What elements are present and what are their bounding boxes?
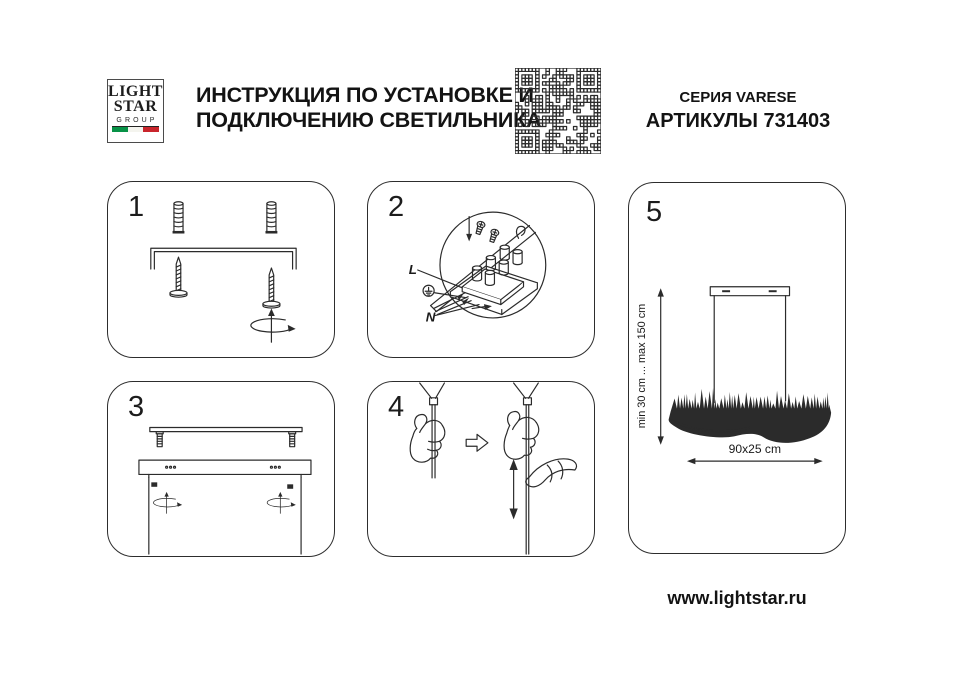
cable-right	[514, 383, 539, 554]
lamp-shade-icon	[669, 388, 831, 443]
step-5-illustration	[629, 183, 845, 553]
width-dimension	[687, 442, 823, 464]
website-link: www.lightstar.ru	[667, 588, 807, 608]
step-4-panel	[367, 381, 595, 557]
wall-plug-icon	[173, 202, 278, 234]
step-2-illustration	[368, 182, 594, 357]
step-number: 3	[128, 391, 145, 423]
step-number: 2	[388, 191, 405, 223]
product-info	[633, 89, 843, 133]
title-line-2: ПОДКЛЮЧЕНИЮ СВЕТИЛЬНИКА	[196, 107, 542, 132]
step-number: 4	[388, 391, 405, 423]
live-label: L	[408, 261, 417, 277]
rotate-arrow-icon	[153, 492, 295, 514]
title-line-1: ИНСТРУКЦИЯ ПО УСТАНОВКЕ И	[196, 83, 534, 107]
hand-icon	[504, 412, 539, 460]
cloth-icon	[526, 459, 577, 487]
size-label: 90x25 cm	[728, 442, 782, 457]
up-down-arrow-icon	[509, 459, 517, 519]
canopy-icon	[139, 460, 311, 477]
suspension-bar-icon	[150, 427, 302, 446]
logo-word-light: LIGHT	[108, 83, 163, 100]
logo-word-group: GROUP	[116, 116, 158, 124]
rotate-arrow-icon	[251, 309, 296, 343]
ceiling-bar-icon	[710, 287, 789, 296]
threaded-stud-icon	[156, 432, 163, 447]
step-number: 1	[128, 191, 145, 223]
step-4-illustration	[368, 382, 594, 556]
cable-left	[420, 383, 445, 478]
page-title	[196, 83, 541, 132]
height-dimension	[636, 288, 664, 445]
screw-icon	[170, 257, 280, 308]
mounting-bracket-icon	[151, 248, 296, 269]
italy-flag-icon	[112, 126, 159, 132]
step-2-panel	[367, 181, 595, 358]
terminal-screws-icon	[466, 217, 525, 243]
logo-word-star: STAR	[113, 97, 158, 115]
step-3-panel	[107, 381, 335, 557]
lightstar-logo	[107, 79, 164, 143]
suspension-wires	[149, 477, 301, 554]
threaded-stud-icon	[289, 432, 296, 447]
neutral-label: N	[425, 309, 436, 325]
qr-code	[515, 68, 601, 154]
suspension-wires	[714, 296, 785, 403]
arrow-right-icon	[466, 434, 488, 451]
step-1-illustration	[108, 182, 334, 357]
article-number: АРТИКУЛЫ 731403	[645, 110, 831, 132]
hand-icon	[410, 414, 445, 462]
step-5-panel	[628, 182, 846, 554]
step-3-illustration	[108, 382, 334, 556]
ground-icon	[423, 285, 434, 296]
step-number: 5	[646, 196, 663, 228]
series-label: СЕРИЯ VARESE	[679, 89, 797, 106]
height-range-label: min 30 cm ... max 150 cm	[635, 303, 648, 429]
step-1-panel	[107, 181, 335, 358]
